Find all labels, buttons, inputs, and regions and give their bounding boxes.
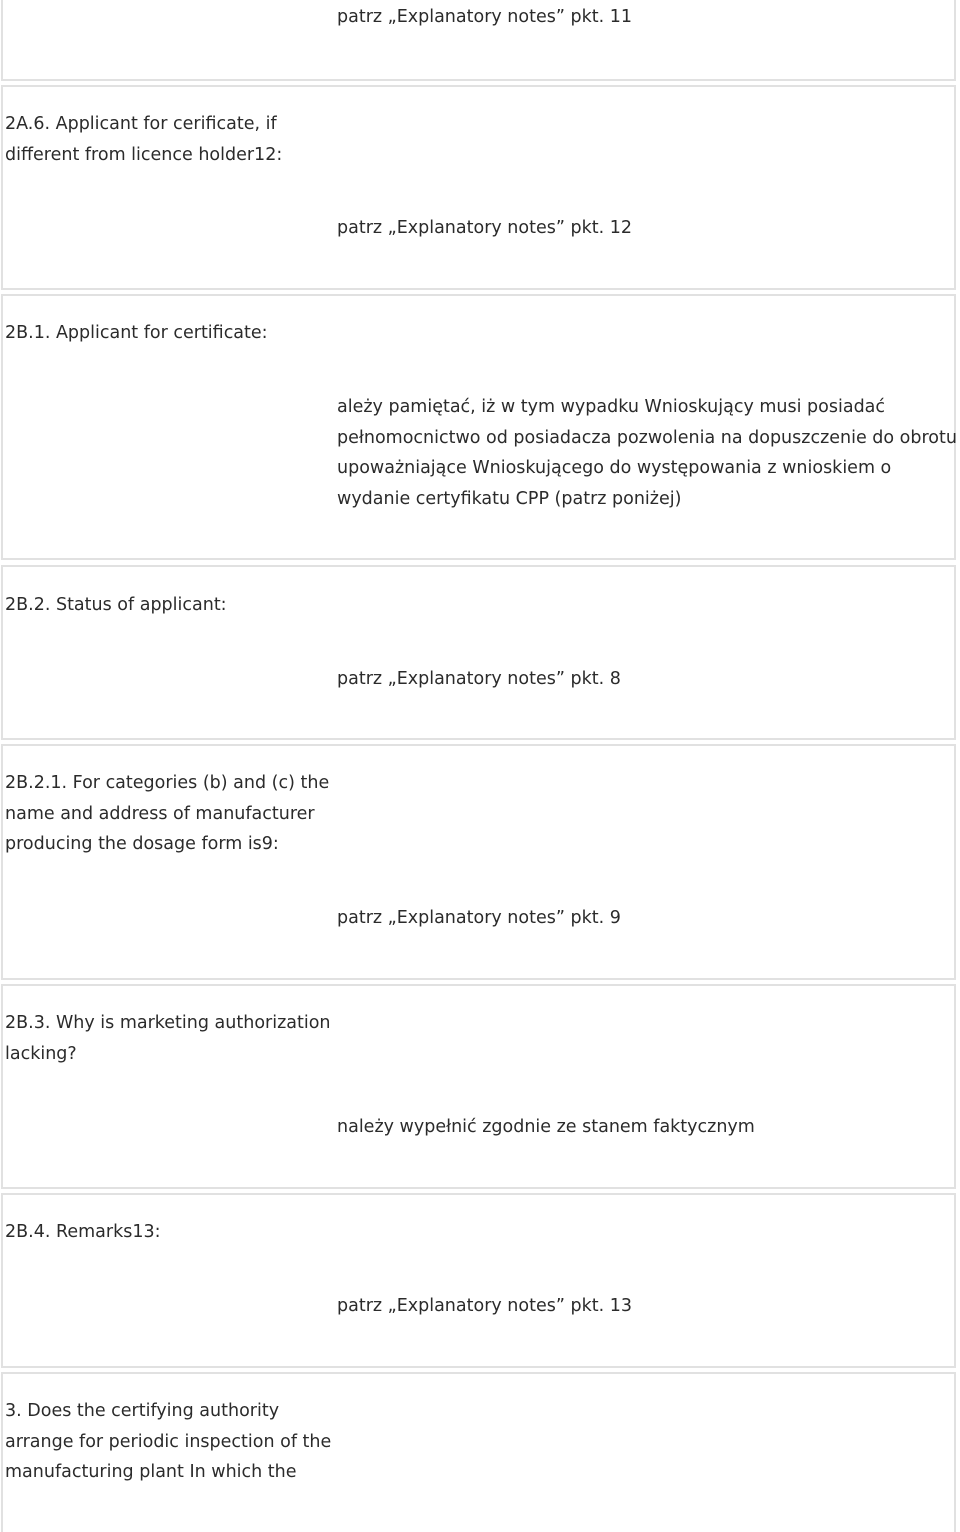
question-line: producing the dosage form is9: [5,834,279,854]
form-row [1,294,956,560]
form-row [1,984,956,1189]
answer-line: patrz „Explanatory notes” pkt. 11 [337,7,632,27]
question-line: 3. Does the certifying authority [5,1401,280,1421]
answer-line: należy wypełnić zgodnie ze stanem faktycznym [337,1117,755,1137]
answer-line: ależy pamiętać, iż w tym wypadku Wnioskujący musi posiadać [337,397,886,417]
answer-cell [337,1291,955,1322]
question-line: 2B.3. Why is marketing authorization [5,1013,331,1033]
question-line: name and address of manufacturer [5,803,315,824]
form-row [1,1372,956,1532]
question-line: 2B.1. Applicant for certificate: [5,323,268,343]
answer-line: patrz „Explanatory notes” pkt. 8 [337,669,621,689]
form-row [1,1193,956,1368]
answer-cell [337,392,955,514]
question-line: 2B.4. Remarks13: [5,1222,161,1242]
answer-line: upoważniające Wnioskującego do występowania z wnioskiem o [337,458,892,478]
answer-cell [337,213,955,244]
question-cell [5,318,345,349]
form-row [1,565,956,740]
form-row [1,85,956,290]
answer-cell [337,664,955,695]
question-cell [5,590,345,621]
answer-line: pełnomocnictwo od posiadacza pozwolenia na dopuszczenie do obrotu [337,427,957,448]
answer-line: wydanie certyfikatu CPP (patrz poniżej) [337,488,682,509]
answer-line: patrz „Explanatory notes” pkt. 9 [337,908,621,928]
question-line: manufacturing plant In which the [5,1462,297,1482]
form-row [1,0,956,81]
answer-cell [337,1112,955,1143]
answer-cell [337,2,955,33]
question-line: 2B.2. Status of applicant: [5,595,227,615]
question-line: different from licence holder12: [5,144,283,165]
form-row [1,744,956,980]
question-line: lacking? [5,1043,77,1064]
question-line: arrange for periodic inspection of the [5,1431,332,1452]
answer-cell [337,903,955,934]
question-cell [5,768,345,860]
question-cell [5,1217,345,1248]
question-cell [5,109,345,170]
question-line: 2B.2.1. For categories (b) and (c) the [5,773,330,793]
answer-line: patrz „Explanatory notes” pkt. 13 [337,1296,632,1316]
question-cell [5,1008,345,1069]
answer-line: patrz „Explanatory notes” pkt. 12 [337,218,632,238]
question-cell [5,1396,345,1488]
question-line: 2A.6. Applicant for cerificate, if [5,114,277,134]
